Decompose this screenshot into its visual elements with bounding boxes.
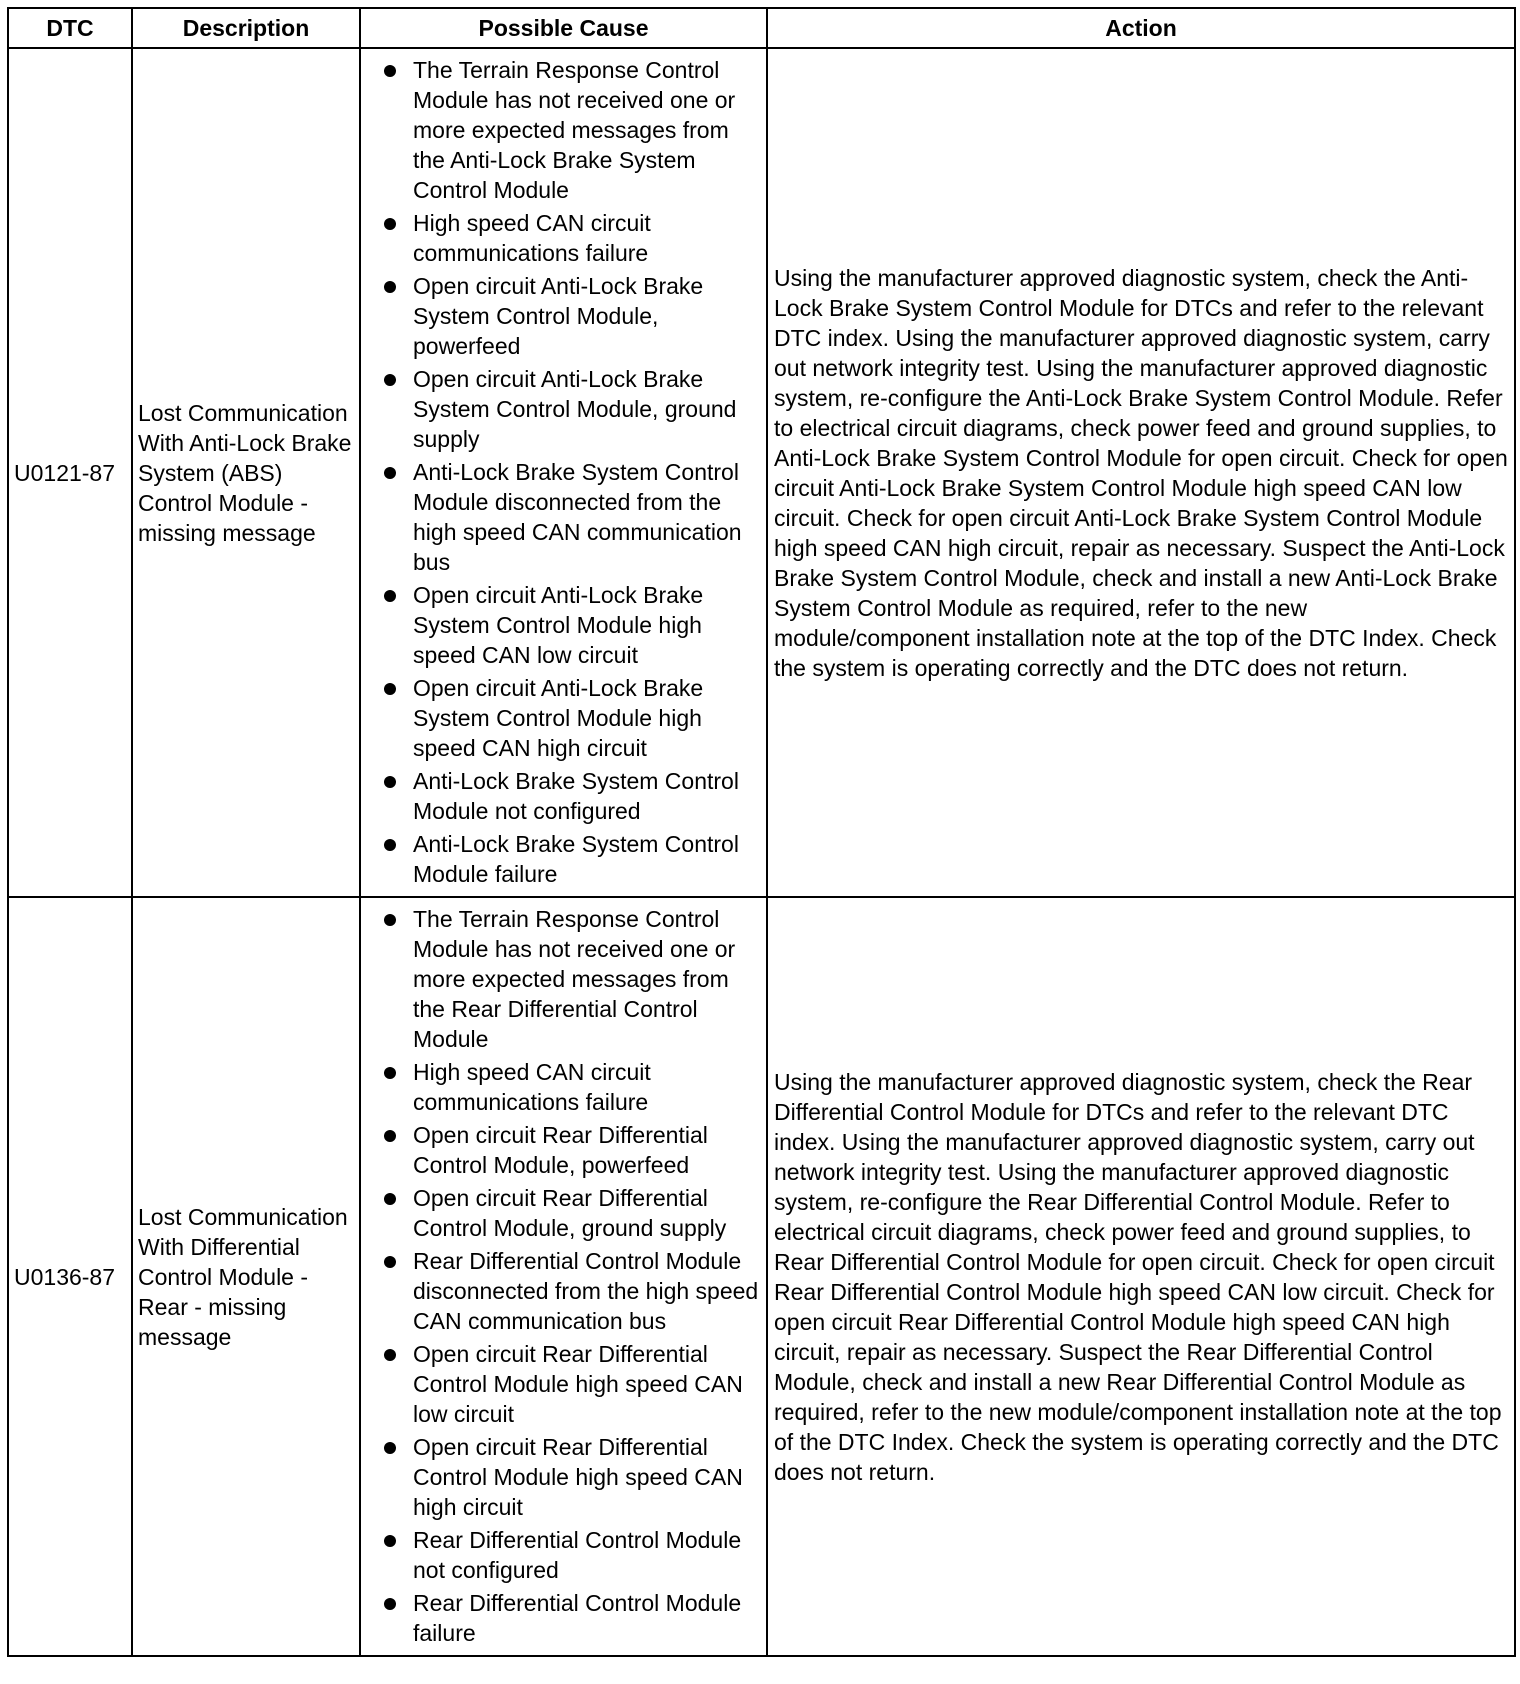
bullet-icon	[384, 590, 396, 602]
bullet-icon	[384, 914, 396, 926]
bullet-icon	[384, 1130, 396, 1142]
cause-text: Open circuit Anti-Lock Brake System Control Module, ground supply	[413, 366, 737, 452]
bullet-icon	[384, 839, 396, 851]
cause-text: Rear Differential Control Module failure	[413, 1590, 742, 1646]
cause-text: Rear Differential Control Module not configured	[413, 1527, 742, 1583]
cause-item	[381, 673, 762, 763]
cause-item	[381, 364, 762, 454]
cause-item	[381, 580, 762, 670]
cause-text: Anti-Lock Brake System Control Module not configured	[413, 768, 739, 824]
cause-text: Open circuit Rear Differential Control Module high speed CAN low circuit	[413, 1341, 743, 1427]
bullet-icon	[384, 1535, 396, 1547]
header-row	[8, 8, 1515, 48]
cause-list	[381, 55, 762, 889]
cause-item	[381, 1183, 762, 1243]
cause-text: The Terrain Response Control Module has not received one or more expected messages from the Anti-Lock Brake System Control Module	[413, 57, 736, 203]
table-body	[8, 48, 1515, 1656]
bullet-icon	[384, 1349, 396, 1361]
cause-item	[381, 1525, 762, 1585]
dtc-code: U0121-87	[8, 48, 132, 897]
cause-item	[381, 1588, 762, 1648]
cause-text: Open circuit Rear Differential Control Module high speed CAN high circuit	[413, 1434, 743, 1520]
dtc-description: Lost Communication With Anti-Lock Brake System (ABS) Control Module - missing message	[132, 48, 360, 897]
action-text: Using the manufacturer approved diagnostic system, check the Anti-Lock Brake System Control Module for DTCs and refer to the relevant DTC index. Using the manufacturer approved diagnostic system, carry out network integrity test. Using the manufacturer approved diagnostic system, re-configure the Anti-Lock Brake System Control Module. Refer to electrical circuit diagrams, check power feed and ground supplies, to Anti-Lock Brake System Control Module for open circuit. Check for open circuit Anti-Lock Brake System Control Module high speed CAN low circuit. Check for open circuit Anti-Lock Brake System Control Module high speed CAN high circuit, repair as necessary. Suspect the Anti-Lock Brake System Control Module, check and install a new Anti-Lock Brake System Control Module as required, refer to the new module/component installation note at the top of the DTC Index. Check the system is operating correctly and the DTC does not return.	[767, 48, 1515, 897]
cause-text: The Terrain Response Control Module has not received one or more expected messages from the Rear Differential Control Module	[413, 906, 736, 1052]
dtc-description: Lost Communication With Differential Control Module - Rear - missing message	[132, 897, 360, 1656]
cause-item	[381, 1432, 762, 1522]
cause-item	[381, 1120, 762, 1180]
cause-text: High speed CAN circuit communications failure	[413, 1059, 651, 1115]
bullet-icon	[384, 281, 396, 293]
cause-item	[381, 904, 762, 1054]
cause-text: Anti-Lock Brake System Control Module disconnected from the high speed CAN communication bus	[413, 459, 742, 575]
bullet-icon	[384, 218, 396, 230]
cause-list	[381, 904, 762, 1648]
cause-text: Open circuit Anti-Lock Brake System Control Module high speed CAN low circuit	[413, 582, 704, 668]
bullet-icon	[384, 683, 396, 695]
cause-text: Open circuit Anti-Lock Brake System Control Module high speed CAN high circuit	[413, 675, 704, 761]
cause-item	[381, 1339, 762, 1429]
cause-item	[381, 55, 762, 205]
cause-item	[381, 457, 762, 577]
bullet-icon	[384, 1193, 396, 1205]
bullet-icon	[384, 1442, 396, 1454]
dtc-table	[7, 7, 1516, 1657]
bullet-icon	[384, 1598, 396, 1610]
bullet-icon	[384, 374, 396, 386]
cause-item	[381, 271, 762, 361]
table-row	[8, 48, 1515, 897]
cause-item	[381, 829, 762, 889]
header-possible-cause: Possible Cause	[360, 8, 767, 48]
cause-text: High speed CAN circuit communications failure	[413, 210, 651, 266]
header-dtc: DTC	[8, 8, 132, 48]
cause-item	[381, 1057, 762, 1117]
bullet-icon	[384, 776, 396, 788]
bullet-icon	[384, 467, 396, 479]
cause-item	[381, 208, 762, 268]
possible-cause-cell	[360, 48, 767, 897]
possible-cause-cell	[360, 897, 767, 1656]
bullet-icon	[384, 65, 396, 77]
cause-text: Open circuit Anti-Lock Brake System Control Module, powerfeed	[413, 273, 704, 359]
cause-item	[381, 1246, 762, 1336]
action-text: Using the manufacturer approved diagnostic system, check the Rear Differential Control Module for DTCs and refer to the relevant DTC index. Using the manufacturer approved diagnostic system, carry out network integrity test. Using the manufacturer approved diagnostic system, re-configure the Rear Differential Control Module. Refer to electrical circuit diagrams, check power feed and ground supplies, to Rear Differential Control Module for open circuit. Check for open circuit Rear Differential Control Module high speed CAN low circuit. Check for open circuit Rear Differential Control Module high speed CAN high circuit, repair as necessary. Suspect the Rear Differential Control Module, check and install a new Rear Differential Control Module as required, refer to the new module/component installation note at the top of the DTC Index. Check the system is operating correctly and the DTC does not return.	[767, 897, 1515, 1656]
bullet-icon	[384, 1256, 396, 1268]
table-header	[8, 8, 1515, 48]
cause-text: Open circuit Rear Differential Control Module, ground supply	[413, 1185, 727, 1241]
dtc-code: U0136-87	[8, 897, 132, 1656]
header-action: Action	[767, 8, 1515, 48]
header-description: Description	[132, 8, 360, 48]
cause-text: Rear Differential Control Module disconnected from the high speed CAN communication bus	[413, 1248, 759, 1334]
cause-item	[381, 766, 762, 826]
bullet-icon	[384, 1067, 396, 1079]
cause-text: Anti-Lock Brake System Control Module failure	[413, 831, 739, 887]
table-row	[8, 897, 1515, 1656]
cause-text: Open circuit Rear Differential Control Module, powerfeed	[413, 1122, 708, 1178]
